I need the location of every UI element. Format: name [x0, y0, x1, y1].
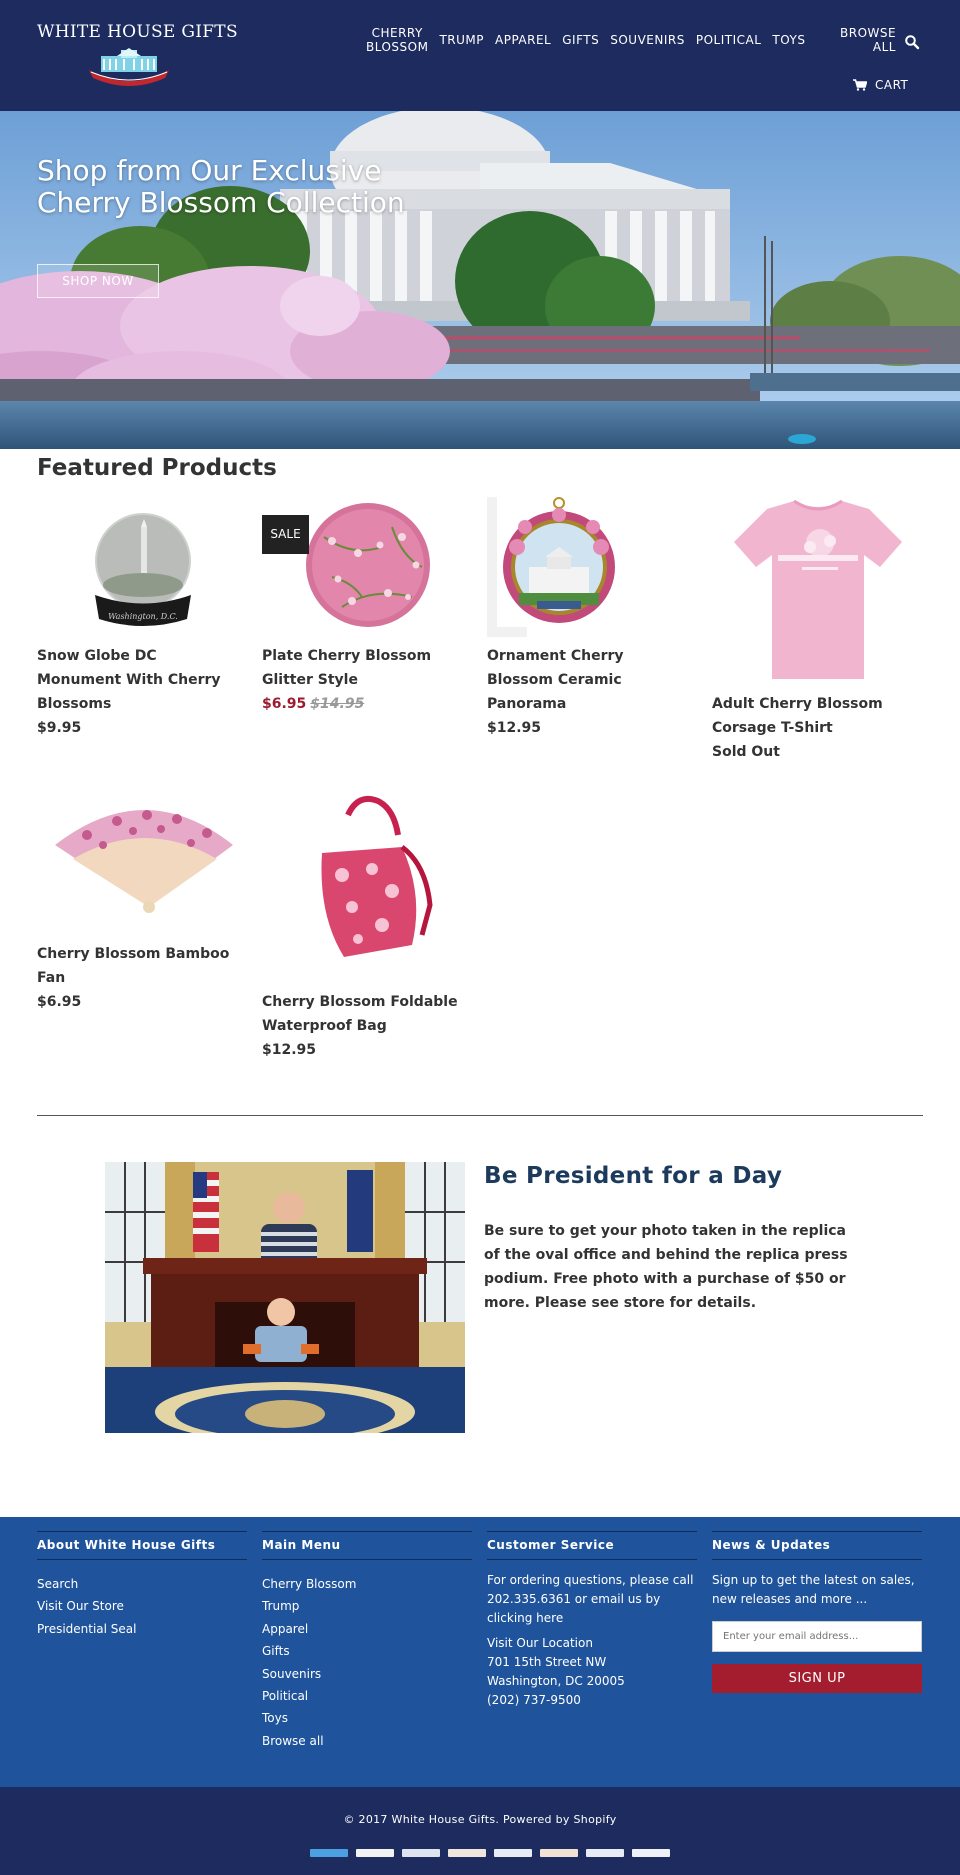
nav-item-political[interactable]: POLITICAL [695, 33, 762, 47]
footer-link-cherry-blossom[interactable]: Cherry Blossom [262, 1577, 357, 1591]
compare-price: $14.95 [310, 696, 365, 712]
product-image[interactable] [37, 795, 241, 942]
footer-customer-service [487, 1531, 697, 1710]
white-house-emblem-icon [81, 48, 177, 86]
site-logo[interactable] [37, 22, 238, 42]
footer-news-text: Sign up to get the latest on sales, new releases and more ... [712, 1573, 915, 1606]
product-name[interactable]: Cherry Blossom Foldable Waterproof Bag [262, 994, 458, 1034]
be-president-text: Be sure to get your photo taken in the replica of the oval office and behind the replica press podium. Free photo with a purchase of $50 or more. Please see store for details. [484, 1223, 848, 1311]
product-image[interactable] [262, 497, 466, 644]
nav-item-trump[interactable]: TRUMP [439, 33, 485, 47]
visa-icon [632, 1849, 670, 1857]
product-name[interactable]: Ornament Cherry Blossom Ceramic Panorama [487, 648, 624, 712]
product-price: $12.95 [262, 1042, 317, 1058]
section-divider [37, 1115, 923, 1116]
hero-title: Shop from Our Exclusive Cherry Blossom Collection [37, 154, 405, 219]
apple-pay-icon [356, 1849, 394, 1857]
master-icon [540, 1849, 578, 1857]
featured-products-title: Featured Products [37, 455, 277, 481]
oval-office-photo [105, 1162, 465, 1433]
cart-link[interactable] [853, 78, 908, 92]
footer-link-visit-store[interactable]: Visit Our Store [37, 1599, 124, 1614]
paypal-icon [586, 1849, 624, 1857]
footer-link-souvenirs[interactable]: Souvenirs [262, 1666, 322, 1681]
nav-item-souvenirs[interactable]: SOUVENIRS [610, 33, 685, 47]
footer-news-heading: News & Updates [712, 1531, 922, 1560]
logo-text: WHITE HOUSE GIFTS [37, 22, 238, 42]
sale-price: $6.95 [262, 696, 307, 712]
sale-badge: SALE [262, 515, 309, 554]
footer-location [487, 1634, 697, 1710]
product-price: $9.95 [37, 720, 82, 736]
product-image[interactable] [712, 497, 916, 692]
sign-up-button[interactable]: SIGN UP [712, 1664, 922, 1693]
shop-now-button[interactable]: SHOP NOW [37, 264, 159, 298]
product-card[interactable] [487, 497, 691, 740]
product-image[interactable] [37, 497, 241, 644]
snow-globe-image [37, 497, 241, 644]
product-name[interactable]: Adult Cherry Blossom Corsage T-Shirt [712, 696, 883, 736]
product-price [262, 692, 466, 716]
footer-link-apparel[interactable]: Apparel [262, 1621, 309, 1636]
product-name[interactable]: Snow Globe DC Monument With Cherry Blossoms [37, 648, 221, 712]
footer-link-browse-all[interactable]: Browse all [262, 1733, 324, 1748]
be-president-title: Be President for a Day [484, 1163, 783, 1189]
american-express-icon [310, 1849, 348, 1857]
nav-item-gifts[interactable]: GIFTS [562, 33, 600, 47]
bottom-bar [0, 1787, 960, 1875]
footer-newsletter [712, 1531, 922, 1693]
footer-link-gifts[interactable]: Gifts [262, 1644, 290, 1659]
product-card[interactable] [262, 795, 466, 1062]
product-image[interactable] [262, 795, 466, 990]
footer-about-heading: About White House Gifts [37, 1531, 247, 1560]
product-price: $12.95 [487, 720, 542, 736]
oval-office-image [105, 1162, 465, 1433]
footer-link-search[interactable]: Search [37, 1577, 79, 1591]
nav-item-apparel[interactable]: APPAREL [495, 33, 552, 47]
footer-phone: (202) 737-9500 [487, 1693, 581, 1707]
cart-label: CART [875, 78, 909, 92]
cherry-blossom-ornament-image [487, 497, 691, 644]
newsletter-email-input[interactable] [712, 1621, 922, 1652]
product-card[interactable] [712, 497, 916, 764]
footer-menu-heading: Main Menu [262, 1531, 472, 1560]
product-card[interactable] [262, 497, 466, 716]
nav-browse-all[interactable]: BROWSE ALL [840, 26, 897, 54]
footer-link-toys[interactable]: Toys [262, 1711, 288, 1726]
foldable-bag-image [262, 795, 466, 990]
footer-link-presidential-seal[interactable]: Presidential Seal [37, 1621, 137, 1636]
site-header [0, 0, 960, 111]
svg-text:Washington, D.C.: Washington, D.C. [108, 612, 178, 621]
product-name[interactable]: Cherry Blossom Bamboo Fan [37, 946, 230, 986]
footer-link-political[interactable]: Political [262, 1689, 309, 1704]
footer-menu-links [262, 1573, 472, 1752]
product-status-sold-out: Sold Out [712, 744, 780, 760]
product-price: $6.95 [37, 994, 82, 1010]
product-card[interactable] [37, 497, 241, 740]
footer-service-heading: Customer Service [487, 1531, 697, 1560]
pink-t-shirt-image [712, 497, 916, 692]
footer-about-links [37, 1573, 247, 1640]
footer-main-menu [262, 1531, 472, 1752]
footer-link-trump[interactable]: Trump [262, 1599, 300, 1614]
footer-ordering-text[interactable]: For ordering questions, please call 202.335.6361 or email us by clicking here [487, 1573, 694, 1625]
footer-about [37, 1531, 247, 1640]
search-icon[interactable] [904, 34, 920, 50]
payment-icons [310, 1849, 670, 1857]
main-nav [366, 26, 805, 54]
footer-address-line2: Washington, DC 20005 [487, 1674, 625, 1688]
bamboo-fan-image [37, 795, 241, 942]
diners-club-icon [402, 1849, 440, 1857]
site-footer [0, 1517, 960, 1787]
jcb-icon [494, 1849, 532, 1857]
nav-item-toys[interactable]: TOYS [772, 33, 806, 47]
product-card[interactable] [37, 795, 241, 1014]
product-image[interactable] [487, 497, 691, 644]
product-name[interactable]: Plate Cherry Blossom Glitter Style [262, 648, 432, 688]
discover-icon [448, 1849, 486, 1857]
copyright-text: © 2017 White House Gifts. Powered by Shopify [343, 1813, 617, 1826]
nav-item-cherry-blossom[interactable]: CHERRY BLOSSOM [366, 26, 429, 54]
cart-icon [853, 79, 867, 91]
hero-banner [0, 111, 960, 449]
footer-address-line1: 701 15th Street NW [487, 1655, 607, 1669]
footer-location-label: Visit Our Location [487, 1636, 593, 1650]
